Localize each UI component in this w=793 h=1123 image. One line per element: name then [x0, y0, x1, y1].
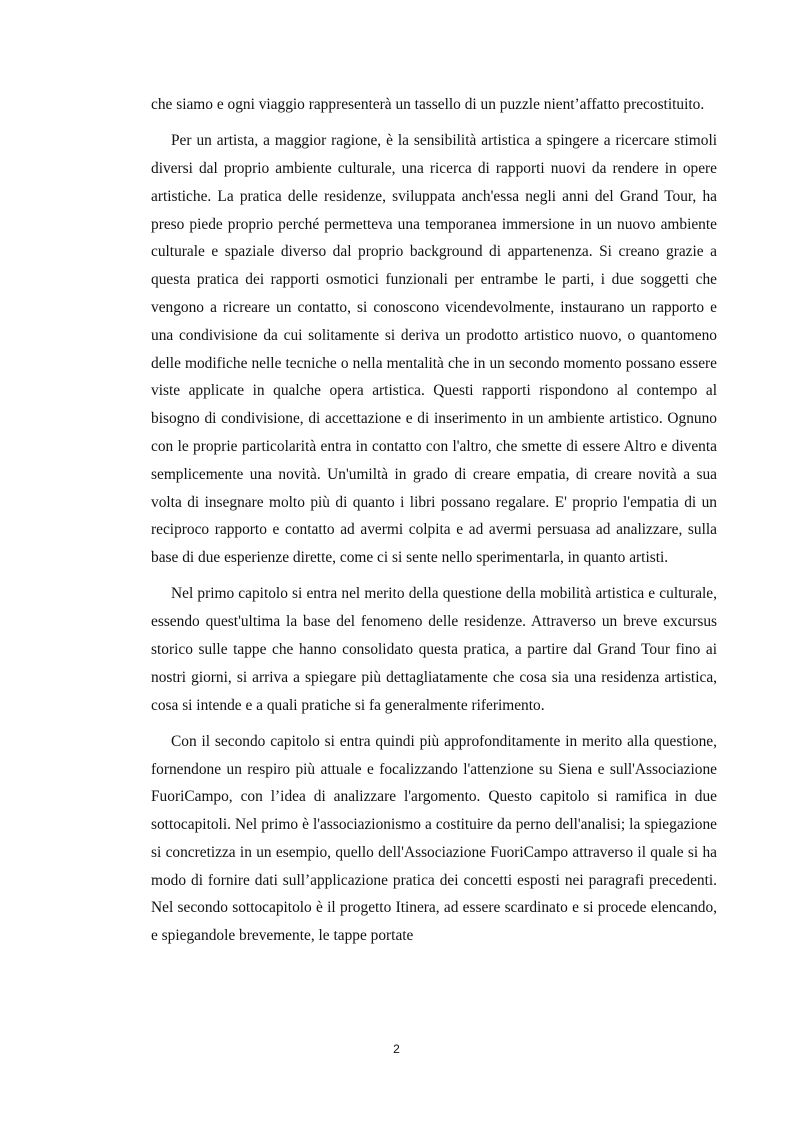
paragraph-residenze: Per un artista, a maggior ragione, è la sensibilità artistica a spingere a ricercare stimoli diversi dal proprio ambiente culturale, una ricerca di rapporti nuovi da rendere in opere artistiche. La pratica delle residenze, sviluppata anch'essa negli anni del Grand Tour, ha preso piede proprio perché permetteva una temporanea immersione in un nuovo ambiente culturale e spaziale diverso dal proprio background di appartenenza. Si creano grazie a questa pratica dei rapporti osmotici funzionali per entrambe le parti, i due soggetti che vengono a ricreare un contatto, si conoscono vicendevolmente, instaurano un rapporto e una condivisione da cui solitamente si deriva un prodotto artistico nuovo, o quantomeno delle modifiche nelle tecniche o nella mentalità che in un secondo momento possano essere viste applicate in qualche opera artistica. Questi rapporti rispondono al contempo al bisogno di condivisione, di accettazione e di inserimento in un ambiente artistico. Ognuno con le proprie particolarità entra in contatto con l'altro, che smette di essere Altro e diventa semplicemente una novità. Un'umiltà in grado di creare empatia, di creare novità a sua volta di insegnare molto più di quanto i libri possano regalare. E' proprio l'empatia di un reciproco rapporto e contatto ad avermi colpita e ad avermi persuasa ad analizzare, sulla base di due esperienze dirette, come ci si sente nello sperimentarla, in quanto artisti. — [151, 132, 717, 567]
page-number: 2 — [393, 1042, 400, 1056]
paragraph-secondo-capitolo: Con il secondo capitolo si entra quindi più approfonditamente in merito alla questione, fornendone un respiro più attuale e focalizzando l'attenzione su Siena e sull'Associazione FuoriCampo, con l’idea di analizzare l'argomento. Questo capitolo si ramifica in due sottocapitoli. Nel primo è l'associazionismo a costituire da perno dell'analisi; la spiegazione si concretizza in un esempio, quello dell'Associazione FuoriCampo attraverso il quale si ha modo di fornire dati sull’applicazione pratica dei concetti esposti nei paragrafi precedenti. Nel secondo sottocapitolo è il progetto Itinera, ad essere scardinato e si procede elencando, e spiegandole brevemente, le tappe portate — [151, 732, 717, 945]
body-text — [151, 91, 717, 958]
paragraph-continued: che siamo e ogni viaggio rappresenterà un tassello di un puzzle nient’affatto precostituito. — [151, 96, 705, 113]
paragraph-primo-capitolo: Nel primo capitolo si entra nel merito della questione della mobilità artistica e culturale, essendo quest'ultima la base del fenomeno delle residenze. Attraverso un breve excursus storico sulle tappe che hanno consolidato questa pratica, a partire dal Grand Tour fino ai nostri giorni, si arriva a spiegare più dettagliatamente che cosa sia una residenza artistica, cosa si intende e a quali pratiche si fa generalmente riferimento. — [151, 585, 717, 714]
